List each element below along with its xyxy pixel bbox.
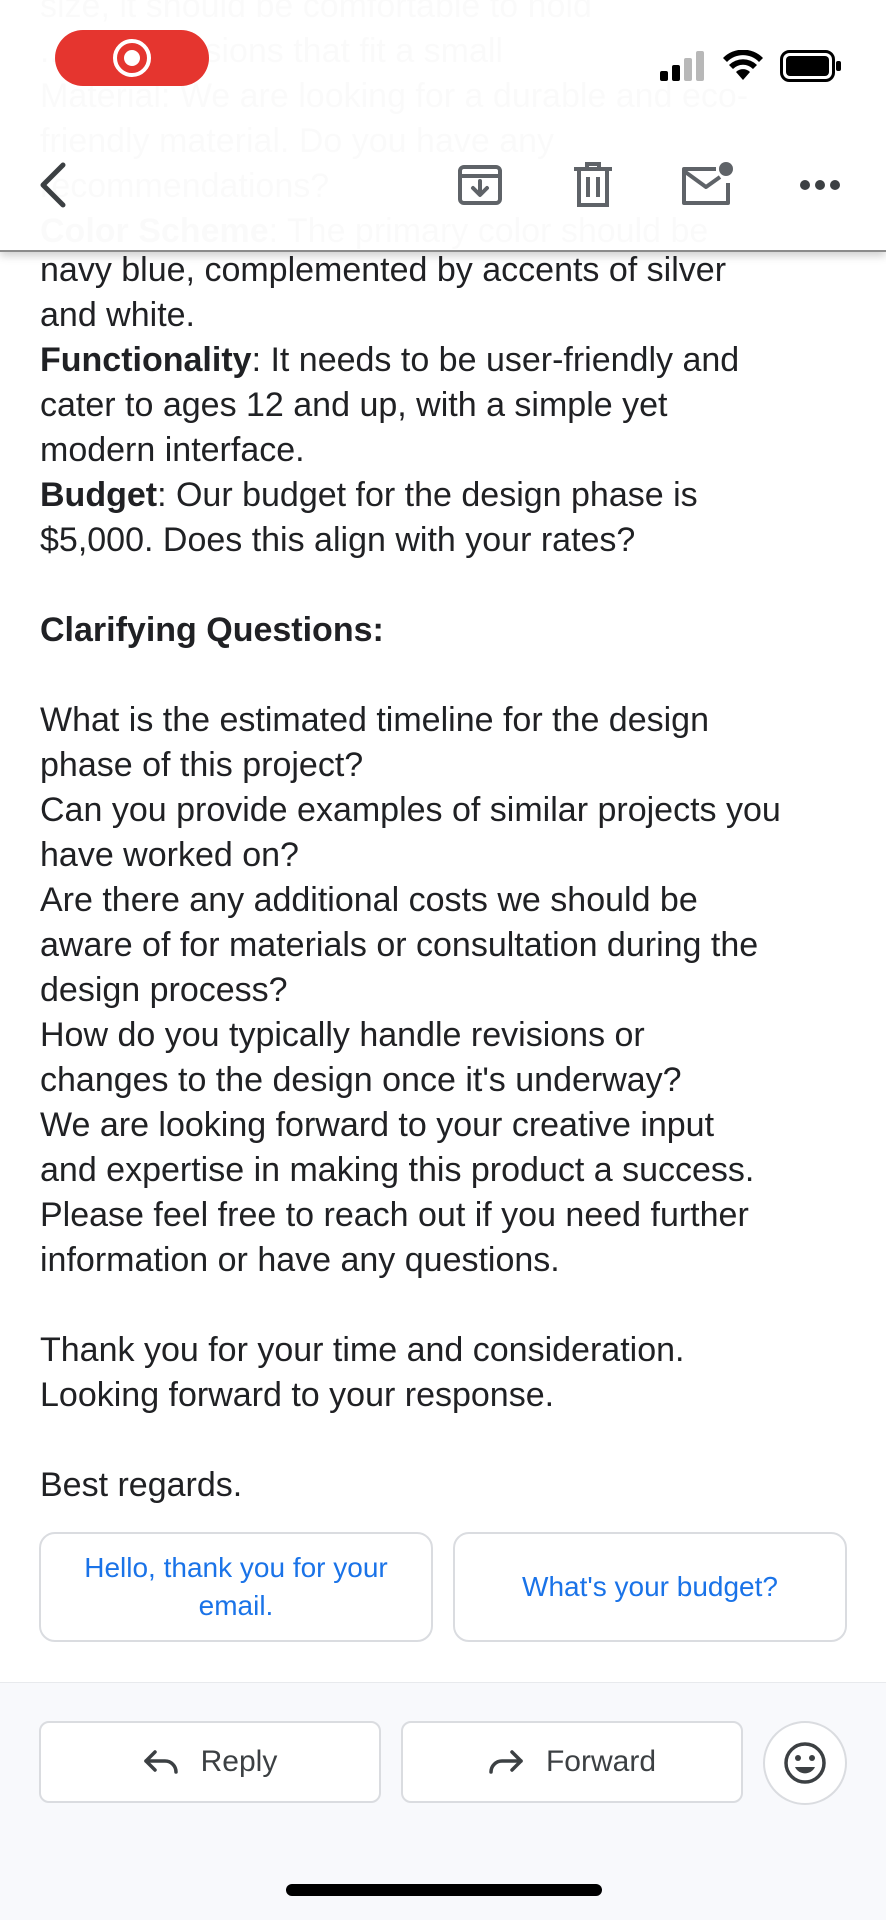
archive-icon <box>457 162 503 208</box>
questions-heading-text: Clarifying Questions: <box>40 611 384 649</box>
body-line: How do you typically handle revisions or <box>40 1016 645 1054</box>
emoji-reaction-button[interactable] <box>763 1721 847 1805</box>
body-text-span: : It needs to be user-friendly and <box>251 341 740 379</box>
body-line: and expertise in making this product a success. <box>40 1151 755 1189</box>
body-line: phase of this project? <box>40 746 364 784</box>
questions-heading <box>40 608 860 653</box>
body-line: and white. <box>40 296 195 334</box>
status-bar-icons <box>660 50 842 82</box>
chevron-left-icon <box>35 161 69 209</box>
more-options-button[interactable] <box>790 155 850 215</box>
body-line: navy blue, complemented by accents of silver <box>40 251 727 289</box>
body-line: $5,000. Does this align with your rates? <box>40 521 636 559</box>
reply-label: Reply <box>200 1745 278 1778</box>
reply-icon <box>143 1749 179 1775</box>
record-icon <box>113 39 151 77</box>
body-line: have worked on? <box>40 836 299 874</box>
body-line: modern interface. <box>40 431 305 469</box>
signoff: Best regards. <box>40 1466 243 1504</box>
smart-reply-text: Hello, thank you for your email. <box>84 1552 388 1621</box>
reply-button[interactable] <box>39 1721 381 1803</box>
back-button[interactable] <box>22 155 82 215</box>
email-actions-bar <box>0 155 886 215</box>
forward-label: Forward <box>545 1745 657 1778</box>
body-line: What is the estimated timeline for the design <box>40 701 709 739</box>
cellular-signal-icon <box>660 51 706 81</box>
body-line: Are there any additional costs we should be <box>40 881 698 919</box>
body-text-span: : Our budget for the design phase is <box>157 476 698 514</box>
body-line: We are looking forward to your creative input <box>40 1106 715 1144</box>
archive-button[interactable] <box>450 155 510 215</box>
body-line: design process? <box>40 971 288 1009</box>
email-body <box>40 248 860 1508</box>
smart-reply-text: What's your budget? <box>522 1571 778 1602</box>
body-line: Thank you for your time and consideration. <box>40 1331 685 1369</box>
battery-icon <box>780 50 842 82</box>
mail-unread-icon <box>680 161 734 209</box>
body-line: information or have any questions. <box>40 1241 560 1279</box>
mark-unread-button[interactable] <box>677 155 737 215</box>
body-line: Looking forward to your response. <box>40 1376 555 1414</box>
delete-button[interactable] <box>563 155 623 215</box>
body-line: Can you provide examples of similar projects you <box>40 791 781 829</box>
home-indicator[interactable] <box>286 1884 602 1896</box>
forward-icon <box>488 1749 524 1775</box>
functionality-line <box>40 338 860 383</box>
top-toolbar <box>0 0 886 252</box>
more-horizontal-icon <box>799 179 841 191</box>
smiley-icon <box>783 1741 827 1785</box>
smart-reply-chip-2[interactable] <box>453 1532 847 1642</box>
smart-replies <box>39 1532 847 1642</box>
smart-reply-chip-1[interactable] <box>39 1532 433 1642</box>
forward-button[interactable] <box>401 1721 743 1803</box>
budget-line <box>40 473 860 518</box>
screen-recording-indicator[interactable] <box>55 30 209 86</box>
wifi-icon <box>722 50 764 82</box>
body-line: cater to ages 12 and up, with a simple yet <box>40 386 668 424</box>
budget-label: Budget <box>40 476 158 514</box>
body-line: changes to the design once it's underway? <box>40 1061 682 1099</box>
body-line: Please feel free to reach out if you need further <box>40 1196 749 1234</box>
functionality-label: Functionality <box>40 341 252 379</box>
trash-icon <box>572 161 614 209</box>
body-line: aware of for materials or consultation during the <box>40 926 759 964</box>
